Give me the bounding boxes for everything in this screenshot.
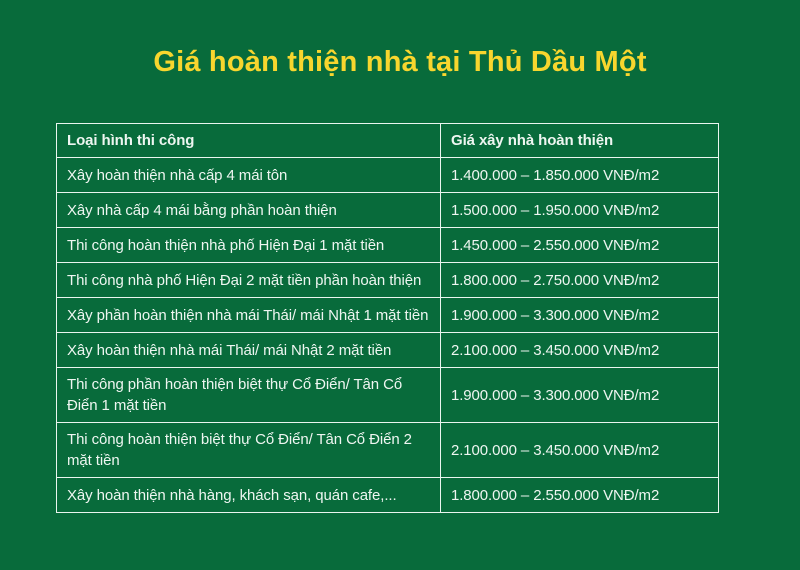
construction-type-cell: Xây hoàn thiện nhà hàng, khách sạn, quán cafe,... [57, 478, 441, 513]
page-title: Giá hoàn thiện nhà tại Thủ Dầu Một [153, 46, 647, 78]
construction-type-cell: Xây phần hoàn thiện nhà mái Thái/ mái Nhật 1 mặt tiền [57, 298, 441, 333]
column-header-price: Giá xây nhà hoàn thiện [441, 124, 719, 158]
construction-type-cell: Xây hoàn thiện nhà mái Thái/ mái Nhật 2 mặt tiền [57, 333, 441, 368]
table-row [57, 333, 719, 368]
construction-type-cell: Thi công hoàn thiện biệt thự Cổ Điển/ Tân Cổ Điển 2 mặt tiền [57, 423, 441, 478]
price-cell: 1.800.000 – 2.550.000 VNĐ/m2 [441, 478, 719, 513]
price-table [56, 123, 719, 513]
table-row [57, 158, 719, 193]
table-row [57, 478, 719, 513]
price-cell: 1.400.000 – 1.850.000 VNĐ/m2 [441, 158, 719, 193]
column-header-construction-type: Loại hình thi công [57, 124, 441, 158]
table-row [57, 423, 719, 478]
construction-type-cell: Xây hoàn thiện nhà cấp 4 mái tôn [57, 158, 441, 193]
construction-type-cell: Xây nhà cấp 4 mái bằng phần hoàn thiện [57, 193, 441, 228]
price-cell: 1.900.000 – 3.300.000 VNĐ/m2 [441, 368, 719, 423]
table-row [57, 298, 719, 333]
construction-type-cell: Thi công nhà phố Hiện Đại 2 mặt tiền phần hoàn thiện [57, 263, 441, 298]
construction-type-cell: Thi công hoàn thiện nhà phố Hiện Đại 1 mặt tiền [57, 228, 441, 263]
table-row [57, 263, 719, 298]
table-row [57, 193, 719, 228]
construction-type-cell: Thi công phần hoàn thiện biệt thự Cổ Điển/ Tân Cổ Điển 1 mặt tiền [57, 368, 441, 423]
price-cell: 1.900.000 – 3.300.000 VNĐ/m2 [441, 298, 719, 333]
table-row [57, 368, 719, 423]
price-cell: 1.800.000 – 2.750.000 VNĐ/m2 [441, 263, 719, 298]
price-cell: 2.100.000 – 3.450.000 VNĐ/m2 [441, 423, 719, 478]
price-cell: 1.500.000 – 1.950.000 VNĐ/m2 [441, 193, 719, 228]
price-cell: 1.450.000 – 2.550.000 VNĐ/m2 [441, 228, 719, 263]
table-row [57, 228, 719, 263]
table-header-row [57, 124, 719, 158]
price-cell: 2.100.000 – 3.450.000 VNĐ/m2 [441, 333, 719, 368]
